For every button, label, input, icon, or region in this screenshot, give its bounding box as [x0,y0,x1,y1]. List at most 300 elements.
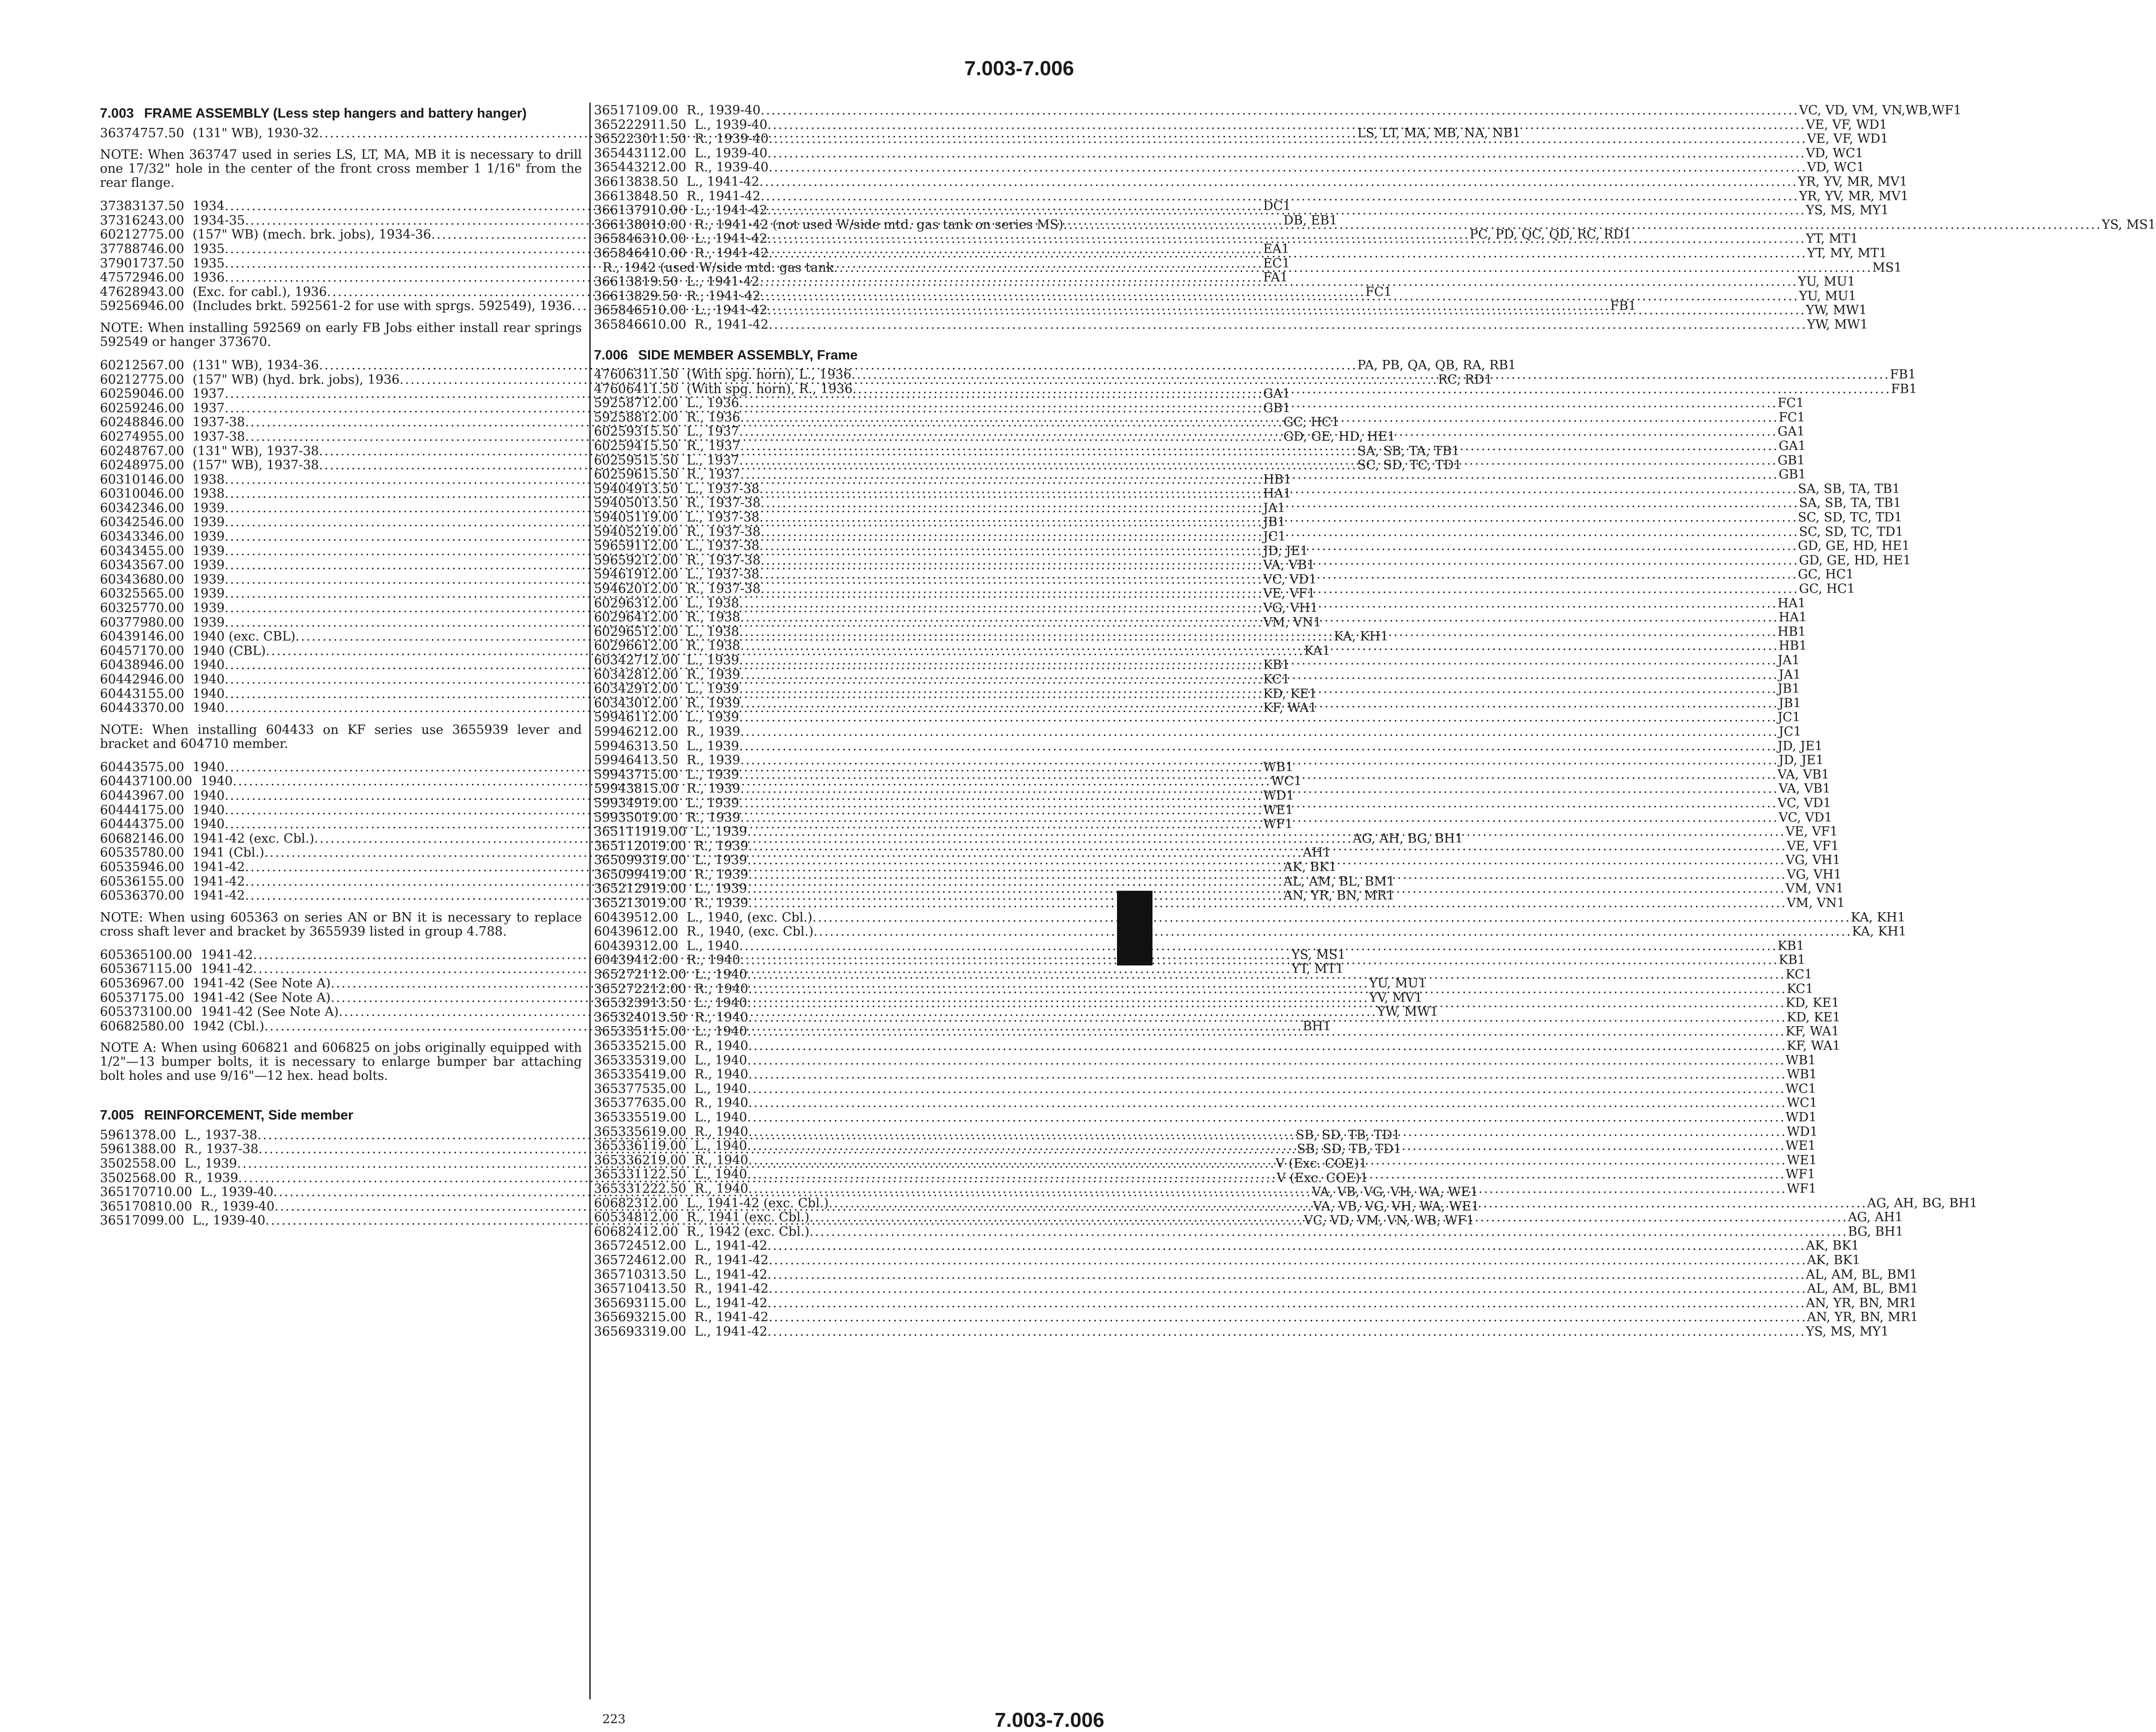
quantity: 1 [1894,510,1902,525]
part-number: 3656932 [594,1310,650,1325]
model-codes: AN, YR, BN, MR [1807,1310,1910,1325]
dot-leader [853,382,1891,397]
dot-leader [1063,218,2102,232]
model-codes: BH [1302,1019,1323,1034]
model-codes: DB, EB [1283,213,1329,228]
quantity: 1 [1279,270,1288,285]
part-number: 379017 [100,256,148,271]
quantity: 1 [1814,739,1823,753]
model-codes: WF [1785,1167,1808,1182]
description-cell [695,1325,1881,1339]
description: 1940 [192,658,225,673]
description: (157" WB), 1937-38 [192,458,319,473]
description: L., 1941-42 (exc. Cbl.) [686,1196,829,1211]
list-price: 12.00 [642,710,679,725]
model-codes: VD, WC [1806,146,1856,161]
quantity: 1 [1894,1210,1903,1225]
quantity: 1 [1313,615,1322,630]
description: (131" WB), 1934-36 [192,358,319,373]
part-row [594,1239,1859,1253]
list-price: 12.00 [642,1210,679,1225]
quantity: 1 [1902,539,1910,554]
dot-leader [740,753,1779,768]
description: 1937 [192,387,225,401]
quantity: 1 [1809,1110,1817,1125]
quantity: 1 [1359,1156,1367,1171]
description: 1941-42 (See Note A) [192,976,331,991]
part-number: 3651119 [594,824,650,839]
list-price: 19.00 [650,867,686,882]
part-number: 3658464 [594,246,650,261]
dot-leader [813,925,1852,939]
quantity: 1 [1798,624,1806,639]
dot-leader [767,1296,1806,1311]
quantity: 1 [1808,1053,1816,1068]
dot-leader [747,1054,1786,1068]
part-number: 377887 [100,241,148,256]
description-cell [695,968,1804,982]
part-number: 596591 [594,539,643,554]
list-price: 12.00 [650,1253,686,1267]
quantity: 1 [1798,439,1806,454]
list-price: 46.00 [148,299,184,314]
part-number: 603427 [594,653,643,668]
part-number: 3653355 [594,1110,650,1125]
part-number: 3651709 [100,1213,156,1228]
model-codes: AG, AH, BG, BH [1352,831,1455,846]
list-price: 8.50 [650,189,679,204]
description-cell [686,382,1909,397]
description-cell [686,496,1893,511]
part-number: 605373 [100,1005,148,1020]
description: R., 1939-40 [694,160,769,175]
quantity: 1 [1850,232,1859,246]
description-cell [695,853,1833,868]
dot-leader [739,396,1778,411]
part-row [594,724,1802,739]
model-codes: KC [1263,672,1282,687]
description-cell [695,246,1879,261]
dot-leader [747,1168,1786,1182]
list-price: 46.00 [148,658,184,673]
list-price: 43.00 [148,213,184,228]
description: R., 1942 (exc. Cbl.) [686,1224,810,1239]
list-price: 12.00 [642,396,679,411]
description: 1940 [192,803,225,817]
list-price: 67.00 [148,976,184,991]
quantity: 1 [1823,796,1831,810]
quantity: 1 [1386,874,1395,889]
dot-leader [739,654,1778,668]
quantity: 1 [1810,1124,1818,1139]
list-price: 11.50 [642,367,679,382]
description: L., 1939 [694,881,747,896]
list-price: 80.00 [148,615,184,630]
dot-leader [739,682,1778,697]
description: L., 1939 [686,710,739,725]
description-cell [695,132,1880,147]
section-title: REINFORCEMENT, Side member [144,1108,353,1123]
quantity: 1 [1282,256,1290,271]
dot-leader [761,104,1799,118]
model-codes: VA, VB, VG, VH, WA, WE [1312,1185,1470,1200]
description: R., 1940 [686,953,741,968]
dot-leader [748,896,1787,911]
model-codes: SC, SD, TC, TD [1798,510,1894,525]
description-cell [686,396,1796,411]
quantity: 1 [1286,788,1294,803]
model-codes: AN, YR, BN, MR [1806,1295,1909,1310]
model-codes: FC [1779,410,1797,425]
list-price: 19.00 [650,881,686,896]
description: L., 1941-42 [694,1295,768,1310]
list-price: 10.00 [650,303,686,318]
description: R., 1939 [686,696,741,711]
list-price: 15.00 [650,1024,686,1039]
dot-leader [748,1039,1787,1054]
part-number: 3658465 [594,303,650,318]
dot-leader [767,118,1806,133]
list-price: 46.00 [148,831,184,846]
description: L., 1941-42 [686,174,760,189]
dot-leader [769,1253,1807,1268]
model-codes: JC [1263,529,1278,544]
quantity: 1 [1909,1267,1917,1282]
description: 1934-35 [192,213,245,228]
part-number: 605363 [100,888,148,903]
quantity: 1 [1847,582,1855,596]
description: 1941-42 (exc. Cbl.) [192,831,314,846]
part-number: 3653311 [594,1167,650,1182]
description-cell [686,1197,1969,1211]
quantity: 1 [1830,824,1838,839]
quantity: 1 [1386,888,1395,903]
quantity: 1 [1384,284,1392,299]
dot-leader [748,839,1787,854]
dot-leader [740,668,1779,683]
description-cell [695,204,1881,218]
description-cell [686,953,1797,968]
quantity: 1 [1329,213,1337,228]
model-codes: BG, BH [1848,1224,1895,1239]
model-codes: YU, MU [1798,275,1847,289]
part-number: 602595 [594,453,643,468]
list-price: 55.00 [148,874,184,889]
dot-leader [767,147,1806,161]
model-codes: WC [1271,774,1294,789]
list-price: 12.00 [650,160,686,175]
description: R., 1937 [686,467,741,482]
list-price: 12.00 [642,696,679,711]
part-number: 3653356 [594,1124,650,1139]
description: 1940 [192,788,225,803]
description-cell [695,1139,1808,1154]
model-codes: VA, VB [1263,558,1307,573]
description-cell [695,1025,1831,1039]
description: 1941-42 [192,888,245,903]
model-codes: JB [1263,515,1278,530]
description: R., 1940 [694,1067,749,1082]
part-number: 3657103 [594,1267,650,1282]
list-price: 19.00 [650,1139,686,1154]
list-price: 19.00 [642,810,679,825]
model-codes: GC, HC [1283,415,1332,430]
part-number: 596137 [100,1127,148,1142]
description-cell [686,753,1816,768]
list-price: 11.50 [650,132,686,147]
model-codes: WD [1785,1110,1809,1125]
description: R., 1941-42 [694,1310,769,1325]
page-header-range: 7.003-7.006 [964,57,1074,80]
quantity: 1 [1792,710,1801,725]
description: 1938 [192,472,225,487]
description: R., 1936 [686,410,741,425]
list-price: 75.00 [148,458,184,473]
model-codes: JC [1779,724,1794,739]
part-number: 604395 [594,910,643,925]
quantity: 1 [1895,524,1903,539]
dot-leader [759,275,1798,289]
description: R., 1941 (exc. Cbl.) [686,1210,810,1225]
description: L., 1939 [686,653,739,668]
quantity: 1 [1908,367,1916,382]
list-price: 12.00 [642,1224,679,1239]
description: 1937 [192,401,225,415]
model-codes: KA, KH [1334,629,1380,644]
model-codes: AL, AM, BL, BM [1807,1281,1910,1296]
model-codes: HA [1263,486,1283,501]
quantity: 1 [1848,289,1857,303]
part-number: 603429 [594,682,643,697]
description: L., 1941-42 [694,203,768,218]
part-number: 604435 [100,760,148,774]
part-number: 3657104 [594,1281,650,1296]
dot-leader [740,468,1779,482]
description-cell [686,568,1845,582]
dot-leader [739,425,1778,439]
part-number: 594050 [594,496,643,511]
description: R., 1941-42 [686,289,761,303]
list-price: 46.00 [148,486,184,501]
part-number: 3653361 [594,1139,650,1154]
description: L., 1941-42 [694,1239,768,1253]
model-codes: JD, JE [1777,739,1815,753]
description-cell [686,1211,1894,1225]
model-codes: KC [1785,967,1804,982]
description: R., 1940 [694,1124,749,1139]
dot-leader [739,739,1778,754]
model-codes: WF [1263,817,1285,832]
model-codes: WB [1263,760,1286,774]
model-codes: VM, VN [1263,615,1314,630]
part-row [594,1281,1919,1296]
dot-leader [739,711,1778,725]
model-codes: WD [1263,788,1287,803]
dot-leader [761,496,1799,511]
description-cell [695,1168,1808,1182]
description: R., 1937 [686,439,741,454]
model-codes: EC [1263,256,1282,271]
list-price: 12.00 [642,924,679,939]
model-codes: GD, GE, HD, HE [1799,553,1903,568]
quantity: 1 [1466,1213,1475,1228]
dot-leader [748,1096,1787,1111]
quantity: 1 [1285,760,1294,774]
dot-leader [767,1268,1806,1282]
quantity: 1 [1852,1253,1860,1267]
description: L., 1937-38 [686,481,760,496]
dot-leader [748,982,1787,997]
quantity: 1 [1336,962,1344,977]
list-price: 19.00 [650,838,686,853]
dot-leader [769,1310,1807,1325]
description: 1937-38 [192,415,245,430]
description-cell [695,1239,1852,1253]
model-codes: HB [1777,624,1798,639]
quantity: 1 [1628,299,1636,314]
description: R., 1939 [686,810,741,825]
part-number: 599437 [594,767,643,782]
description: R., 1940 [694,1096,749,1111]
list-price: 15.50 [642,453,679,468]
model-codes: V (Exc. COE) [1276,1170,1360,1185]
model-codes: HB [1263,472,1284,487]
model-codes: AG, AH [1848,1210,1895,1225]
quantity: 1 [1880,132,1888,147]
list-price: 100.00 [148,1005,192,1020]
part-row [594,117,1887,133]
quantity: 1 [1285,803,1294,817]
description: 1941-42 [192,874,245,889]
description: L., 1938 [686,596,739,611]
list-price: 19.00 [642,524,679,539]
model-codes: AG, AH, BG, BH [1867,1196,1970,1211]
quantity: 1 [1414,990,1422,1005]
quantity: 1 [1470,1185,1478,1200]
description: R., 1937-38 [686,553,761,568]
part-number: 603257 [100,601,148,616]
description: R., 1937-38 [686,582,761,596]
list-price: 12.00 [650,967,686,982]
model-codes: KD, KE [1787,1010,1833,1025]
dot-leader [748,1011,1787,1025]
page-footer-range: 7.003-7.006 [995,1709,1104,1732]
quantity: 1 [2148,217,2156,232]
quantity: 1 [1792,682,1800,697]
part-number: 604429 [100,672,148,687]
quantity: 1 [1308,572,1317,587]
quantity: 1 [1851,1239,1859,1253]
part-number: 603428 [594,667,643,682]
list-price: 19.00 [650,1053,686,1068]
part-number: 3656933 [594,1324,650,1339]
description: L., 1939 [184,1156,237,1171]
quantity: 1 [1832,1039,1841,1053]
model-codes: SB, SD, TB, TD [1297,1142,1393,1157]
model-codes: YT, MT [1291,962,1336,977]
list-price: 75.00 [148,817,184,832]
model-codes: KD, KE [1263,686,1309,701]
list-price: 55.00 [148,686,184,701]
description: 1941 (Cbl.) [192,845,264,860]
list-price: 46.00 [148,472,184,487]
spacer [594,332,1098,345]
dot-leader [739,597,1778,611]
quantity: 1 [1837,896,1845,911]
list-price: 12.00 [642,610,679,625]
quantity: 1 [1623,227,1632,242]
model-codes: PA, PB, QA, QB, RA, RB [1357,358,1508,373]
model-codes: WD [1787,1124,1810,1139]
section-title: FRAME ASSEMBLY (Less step hangers and battery hanger) [144,106,527,121]
list-price: 12.00 [642,938,679,953]
dot-leader [761,582,1799,597]
dot-leader [759,482,1798,497]
description: R., 1940 [694,1039,749,1053]
quantity: 1 [1791,653,1800,668]
model-codes: YS, MS [2101,217,2148,232]
part-number: 3653776 [594,1096,650,1111]
description: 1940 (CBL) [192,643,266,658]
description-cell [695,896,1837,911]
list-price: 9.00 [156,1213,184,1228]
model-codes: AK, BK [1807,1253,1852,1267]
dot-leader [813,911,1851,925]
model-codes: YU, MU [1799,289,1849,303]
description-cell [695,982,1806,997]
quantity: 1 [1282,401,1291,415]
model-codes: JA [1263,500,1278,515]
quantity: 1 [1880,203,1889,218]
part-number: 602592 [100,401,148,415]
description: 1940 [192,760,225,774]
description-cell [686,725,1793,739]
list-price: 12.00 [642,624,679,639]
model-codes: WC [1787,1096,1810,1111]
description-cell [686,511,1894,525]
part-number: 596592 [594,553,643,568]
description: R., 1939 [694,838,749,853]
model-codes: WE [1263,803,1286,817]
model-codes: JB [1777,682,1792,697]
list-price: 19.00 [650,824,686,839]
model-codes: JA [1777,653,1792,668]
description: (Exc. for cabl.), 1936 [192,284,327,299]
description-cell [695,1054,1808,1068]
quantity: 1 [1307,586,1315,601]
part-number: 3652130 [594,896,650,911]
description: L., 1940 [694,1139,747,1154]
description: R., 1941-42 [686,189,761,204]
description: R., 1939-40 [686,103,761,118]
dot-leader [739,796,1778,811]
part-row [594,1039,1841,1054]
list-price: 12.00 [642,567,679,582]
description-cell [695,218,2148,232]
dot-leader [747,882,1786,896]
list-price: 8.00 [148,1170,177,1185]
model-codes: RC, RD [1438,372,1484,387]
description: 1940 [192,817,225,832]
dot-leader [747,825,1786,839]
description: 1941-42 (See Note A) [192,990,331,1005]
list-price: 19.00 [642,796,679,810]
model-codes: SA, SB, TA, TB [1799,496,1894,511]
list-price: 10.00 [650,217,686,232]
part-number: 603423 [100,500,148,515]
part-number: 476063 [594,367,643,382]
part-number: 603779 [100,615,148,630]
